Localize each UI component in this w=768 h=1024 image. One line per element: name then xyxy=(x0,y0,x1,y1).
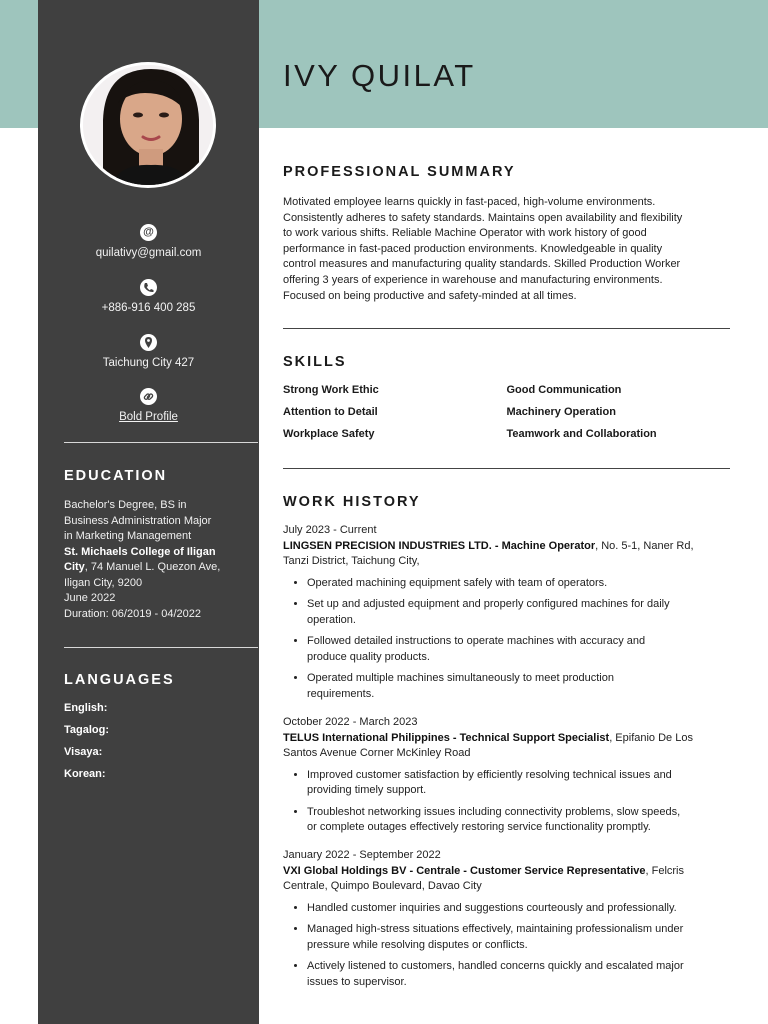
job-bullet: • Actively listened to customers, handled concerns quickly and escalated major issues to supervisor. xyxy=(307,959,730,990)
degree-line: Business Administration Major xyxy=(64,514,212,527)
skill-item: Attention to Detail xyxy=(283,406,378,418)
job-dates: October 2022 - March 2023 xyxy=(283,716,418,728)
summary-heading: PROFESSIONAL SUMMARY xyxy=(283,164,516,180)
education-heading: EDUCATION xyxy=(64,468,168,484)
job-bullet: • Set up and adjusted equipment and properly configured machines for daily operation. xyxy=(307,597,730,628)
language-item: Korean: xyxy=(64,768,106,780)
education-duration: Duration: 06/2019 - 04/2022 xyxy=(64,607,201,620)
summary-line: performance in fast-paced production environments. Knowledgeable in quality xyxy=(283,242,663,255)
contact-phone xyxy=(38,279,259,314)
job-dates: July 2023 - Current xyxy=(283,524,377,536)
summary-line: to work various shifts. Reliable Machine Operator with work history of good xyxy=(283,227,647,240)
skill-item: Strong Work Ethic xyxy=(283,384,379,396)
job-bullet: • Operated multiple machines simultaneously to meet production requirements. xyxy=(307,671,730,702)
profile-link[interactable]: Bold Profile xyxy=(119,411,178,423)
job-location-line2: Tanzi District, Taichung City, xyxy=(283,555,420,567)
section-divider xyxy=(283,468,730,469)
job-company: VXI Global Holdings BV - Centrale xyxy=(283,864,461,877)
phone-text: +886-916 400 285 xyxy=(101,302,196,314)
school-name-city: City xyxy=(64,561,85,573)
job-role: - Customer Service Representative xyxy=(460,864,646,877)
job-location-line2: Centrale, Quimpo Boulevard, Davao City xyxy=(283,880,482,892)
job-company: TELUS International Philippines xyxy=(283,731,450,744)
job-bullet: • Handled customer inquiries and suggestions courteously and professionally. xyxy=(307,901,730,917)
summary-line: Consistently adheres to safety standards. Maintains open availability and flexibility xyxy=(283,211,683,224)
job-bullet: • Followed detailed instructions to operate machines with accuracy and produce quality products. xyxy=(307,634,730,665)
sidebar xyxy=(38,0,259,1024)
summary-line: Motivated employee learns quickly in fast-paced, high-volume environments. xyxy=(283,196,656,208)
portrait-illustration xyxy=(83,65,216,188)
job-role: - Machine Operator xyxy=(491,539,596,552)
job-entry xyxy=(283,848,730,996)
job-role: - Technical Support Specialist xyxy=(449,731,610,744)
languages-list xyxy=(64,702,109,790)
skills-heading: SKILLS xyxy=(283,354,347,370)
language-item: English: xyxy=(64,702,108,714)
section-divider xyxy=(283,328,730,329)
candidate-name: IVY QUILAT xyxy=(283,58,476,93)
skill-item: Good Communication xyxy=(506,384,622,396)
degree-line: in Marketing Management xyxy=(64,530,192,542)
job-bullet: • Operated machining equipment safely with team of operators. xyxy=(307,576,730,592)
sidebar-divider xyxy=(64,647,258,648)
contact-email xyxy=(38,224,259,259)
email-text: quilativy@gmail.com xyxy=(95,247,202,259)
summary-line: Focused on being productive and safety-minded at all times. xyxy=(283,289,577,302)
school-name: St. Michaels College of Iligan xyxy=(64,545,216,558)
job-location: , Felcris xyxy=(645,864,684,877)
school-address: , 74 Manuel L. Quezon Ave, xyxy=(84,561,221,573)
education-block xyxy=(64,498,239,622)
link-icon xyxy=(140,388,157,405)
language-item: Tagalog: xyxy=(64,724,110,736)
summary-line: control measures and manufacturing quality standards. Skilled Production Worker xyxy=(283,258,681,271)
skills-grid xyxy=(283,384,730,450)
summary-text xyxy=(283,195,730,304)
contact-location xyxy=(38,334,259,369)
location-text: Taichung City 427 xyxy=(102,357,195,369)
summary-line: offering 3 years of experience in warehouse and manufacturing environments. xyxy=(283,273,663,286)
job-company: LINGSEN PRECISION INDUSTRIES LTD. xyxy=(283,539,492,552)
job-entry xyxy=(283,715,730,842)
graduation-date: June 2022 xyxy=(64,592,116,604)
skill-item: Machinery Operation xyxy=(506,406,616,418)
profile-photo xyxy=(80,62,216,188)
job-bullet: • Troubleshot networking issues including connectivity problems, slow speeds, or complete outages effectively restoring service functionality promptly. xyxy=(307,805,730,836)
job-location: , Epifanio De Los xyxy=(609,731,693,744)
language-item: Visaya: xyxy=(64,746,103,758)
at-sign-icon: @ xyxy=(140,224,157,241)
contact-profile xyxy=(38,388,259,423)
skill-item: Workplace Safety xyxy=(283,428,375,440)
job-entry xyxy=(283,523,730,708)
languages-heading: LANGUAGES xyxy=(64,672,175,688)
degree-line: Bachelor's Degree, BS in xyxy=(64,499,187,511)
job-bullet: • Improved customer satisfaction by efficiently resolving technical issues and providing timely support. xyxy=(307,768,730,799)
work-history-heading: WORK HISTORY xyxy=(283,494,421,510)
job-dates: January 2022 - September 2022 xyxy=(283,849,441,861)
location-pin-icon xyxy=(140,334,157,351)
skill-item: Teamwork and Collaboration xyxy=(506,428,657,440)
sidebar-divider xyxy=(64,442,258,443)
phone-icon xyxy=(140,279,157,296)
job-bullet: • Managed high-stress situations effectively, maintaining professionalism under pressure while resolving disputes or conflicts. xyxy=(307,922,730,953)
job-location: , No. 5-1, Naner Rd, xyxy=(595,539,694,552)
job-location-line2: Santos Avenue Corner McKinley Road xyxy=(283,747,471,759)
school-address-line2: Iligan City, 9200 xyxy=(64,576,143,589)
